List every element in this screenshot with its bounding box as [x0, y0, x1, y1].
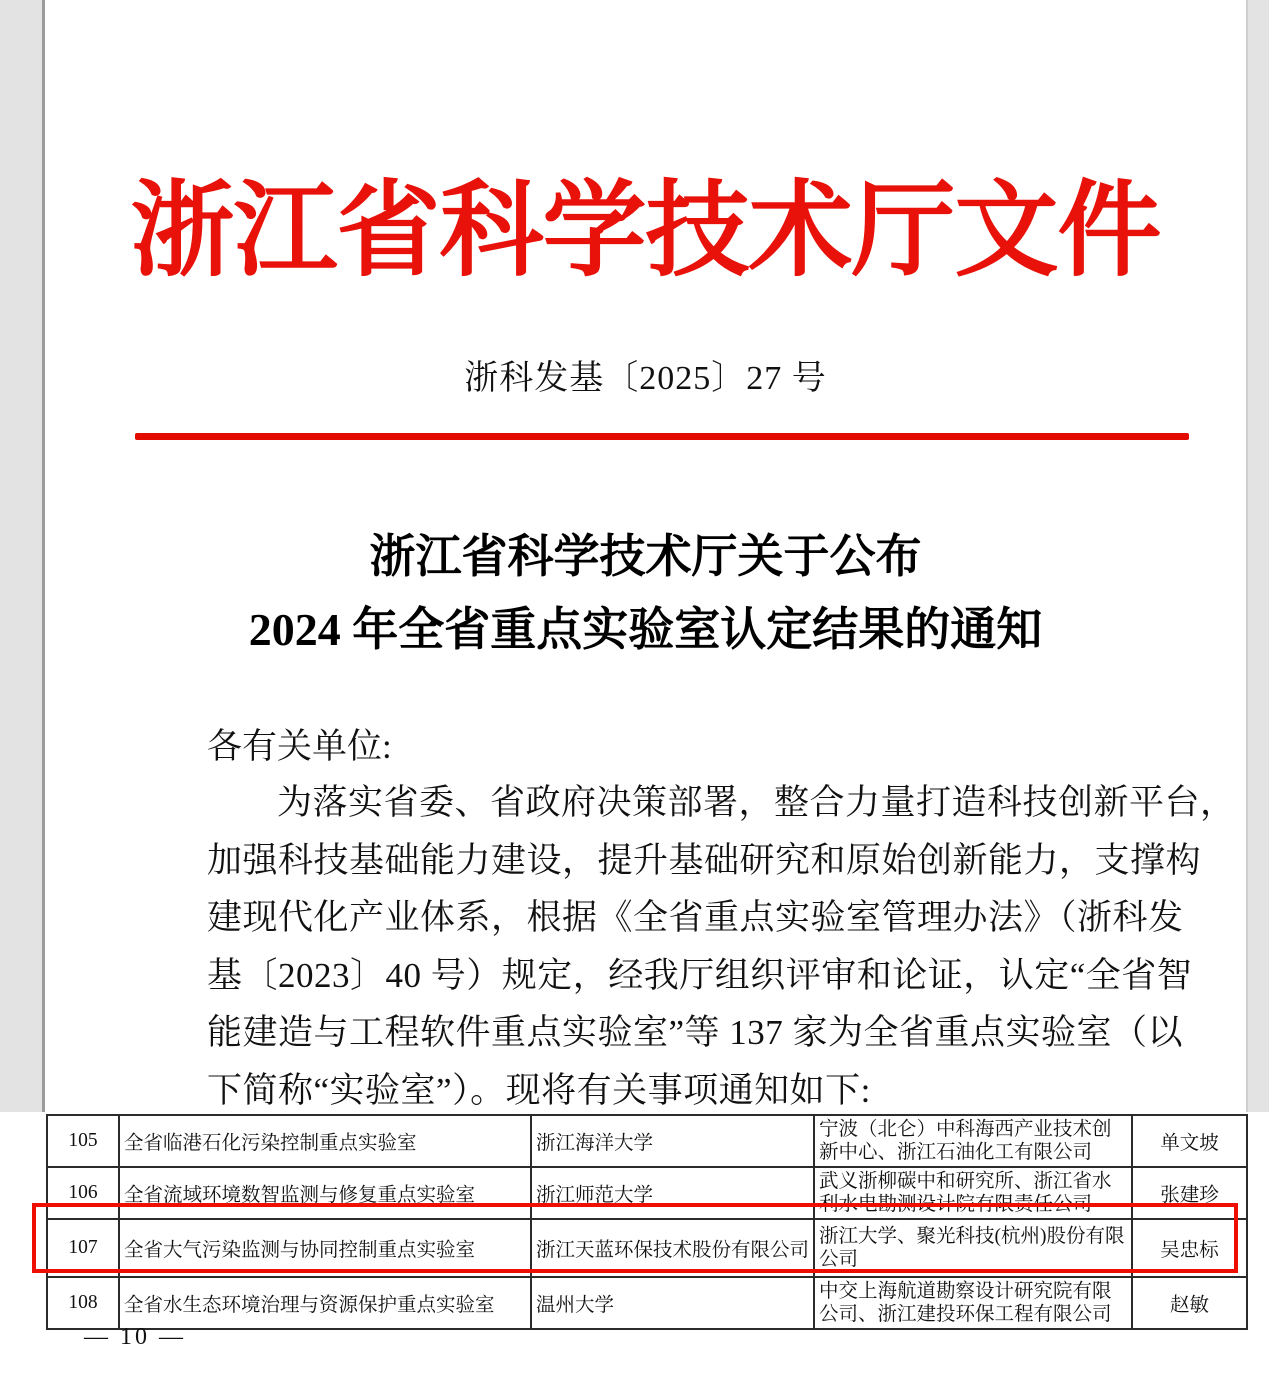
row-number: 108: [47, 1277, 119, 1329]
institution: 浙江师范大学: [531, 1167, 814, 1219]
notice-title-line2: 2024 年全省重点实验室认定结果的通知: [248, 604, 1043, 655]
institution: 温州大学: [531, 1277, 814, 1329]
director-name: 单文坡: [1132, 1115, 1247, 1167]
highlight-box: [32, 1203, 1238, 1273]
institution: 浙江天蓝环保技术股份有限公司: [531, 1219, 814, 1277]
partner-institutions: 中交上海航道勘察设计研究院有限公司、浙江建投环保工程有限公司: [814, 1277, 1132, 1329]
document-page: [42, 0, 1248, 1112]
notice-title-line1: 浙江省科学技术厅关于公布: [369, 531, 922, 582]
lab-name: 全省流域环境数智监测与修复重点实验室: [119, 1167, 531, 1219]
director-name: 吴忠标: [1132, 1219, 1247, 1277]
lab-name: 全省临港石化污染控制重点实验室: [119, 1115, 531, 1167]
body-line: 能建造与工程软件重点实验室”等 137 家为全省重点实验室（以: [207, 1013, 1184, 1052]
director-name: 赵敏: [1132, 1277, 1247, 1329]
body-paragraph: [207, 778, 1236, 1123]
row-number: 106: [47, 1167, 119, 1219]
partner-institutions: 浙江大学、聚光科技(杭州)股份有限公司: [814, 1219, 1132, 1277]
body-line: 下简称“实验室”）。现将有关事项通知如下:: [207, 1070, 871, 1110]
body-line: 为落实省委、省政府决策部署，整合力量打造科技创新平台，: [277, 783, 1236, 822]
row-number: 105: [47, 1115, 119, 1167]
lab-name: 全省大气污染监测与协同控制重点实验室: [119, 1219, 531, 1277]
director-name: 张建珍: [1132, 1167, 1247, 1219]
page-number: — 10 —: [84, 1324, 186, 1350]
table-row: [47, 1277, 1247, 1329]
red-divider-line: [135, 433, 1189, 440]
salutation: 各有关单位:: [207, 727, 392, 766]
table-row: [47, 1115, 1247, 1167]
lab-name: 全省水生态环境治理与资源保护重点实验室: [119, 1277, 531, 1329]
body-line: 建现代化产业体系，根据《全省重点实验室管理办法》（浙科发: [207, 898, 1184, 937]
body-line: 加强科技基础能力建设，提升基础研究和原始创新能力，支撑构: [207, 840, 1202, 880]
institution: 浙江海洋大学: [531, 1115, 814, 1167]
partner-institutions: 宁波（北仑）中科海西产业技术创新中心、浙江石油化工有限公司: [814, 1115, 1132, 1167]
body-line: 基〔2023〕40 号）规定，经我厅组织评审和论证，认定“全省智: [207, 955, 1193, 995]
document-number: 浙科发基〔2025〕27 号: [464, 360, 827, 397]
row-number: 107: [47, 1219, 119, 1277]
partner-institutions: 武义浙柳碳中和研究所、浙江省水利水电勘测设计院有限责任公司: [814, 1167, 1132, 1219]
agency-title: 浙江省科学技术厅文件: [130, 174, 1161, 289]
